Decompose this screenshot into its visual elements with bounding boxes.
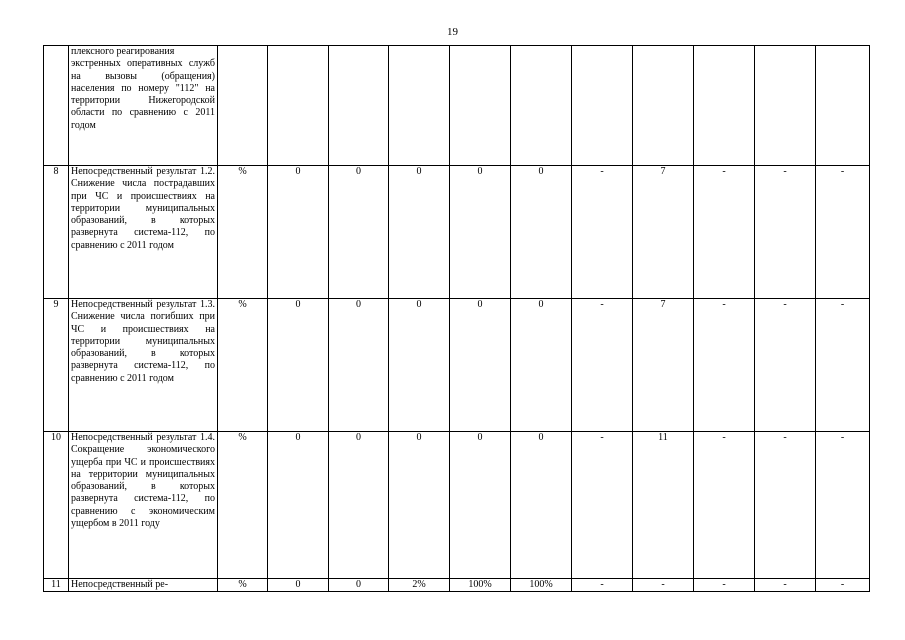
row-number-cell: 9 bbox=[44, 299, 69, 432]
value-cell: - bbox=[755, 579, 816, 592]
value-cell: - bbox=[694, 432, 755, 579]
value-cell: 0 bbox=[329, 166, 389, 299]
value-cell: 11 bbox=[633, 432, 694, 579]
value-cell bbox=[755, 46, 816, 166]
unit-cell: % bbox=[218, 579, 268, 592]
indicator-name-cell: Непосредственный ре- bbox=[69, 579, 218, 592]
row-number-cell: 8 bbox=[44, 166, 69, 299]
value-cell: 0 bbox=[329, 432, 389, 579]
value-cell: 2% bbox=[389, 579, 450, 592]
indicator-name-cell: Непосредственный результат 1.4. Сокращение экономического ущерба при ЧС и происшествиях на территории муниципальных образований, в которых развернута система-112, по сравнению с экономическим ущербом в 2011 году bbox=[69, 432, 218, 579]
value-cell: - bbox=[694, 166, 755, 299]
indicator-name-text: экстренных оперативных служб на вызовы (обращения) населения по номеру "112" на территории Нижегородской области по сравнению с 2011 годом bbox=[71, 58, 215, 131]
value-cell: 0 bbox=[268, 166, 329, 299]
value-cell: 0 bbox=[450, 432, 511, 579]
value-cell bbox=[511, 46, 572, 166]
row-number-cell bbox=[44, 46, 69, 166]
value-cell: - bbox=[755, 299, 816, 432]
value-cell bbox=[268, 46, 329, 166]
value-cell: - bbox=[816, 432, 870, 579]
table-row bbox=[44, 46, 870, 166]
value-cell: - bbox=[572, 299, 633, 432]
row-number-cell: 10 bbox=[44, 432, 69, 579]
value-cell: 0 bbox=[268, 579, 329, 592]
value-cell: 0 bbox=[389, 299, 450, 432]
unit-cell: % bbox=[218, 166, 268, 299]
value-cell bbox=[694, 46, 755, 166]
unit-cell: % bbox=[218, 432, 268, 579]
value-cell: 0 bbox=[511, 299, 572, 432]
value-cell: - bbox=[694, 299, 755, 432]
indicator-name-cell: Непосредственный результат 1.2. Снижение числа пострадавших при ЧС и происшествиях на территории муниципальных образований, в которых развернута система-112, по сравнению с 2011 годом bbox=[69, 166, 218, 299]
value-cell: 0 bbox=[389, 432, 450, 579]
value-cell: - bbox=[694, 579, 755, 592]
value-cell bbox=[572, 46, 633, 166]
value-cell: 0 bbox=[450, 166, 511, 299]
value-cell: - bbox=[572, 166, 633, 299]
value-cell bbox=[329, 46, 389, 166]
value-cell bbox=[450, 46, 511, 166]
unit-cell bbox=[218, 46, 268, 166]
value-cell: 7 bbox=[633, 166, 694, 299]
value-cell: - bbox=[816, 166, 870, 299]
value-cell: 7 bbox=[633, 299, 694, 432]
value-cell: - bbox=[633, 579, 694, 592]
value-cell: - bbox=[755, 432, 816, 579]
indicators-table bbox=[43, 45, 870, 592]
value-cell: - bbox=[572, 579, 633, 592]
indicator-name-cell: Непосредственный результат 1.3. Снижение числа погибших при ЧС и происшествиях на территории муниципальных образований, в которых развернута система-112, по сравнению с 2011 годом bbox=[69, 299, 218, 432]
value-cell: - bbox=[572, 432, 633, 579]
indicator-name-line: плексного реагирования bbox=[71, 46, 175, 57]
table-row bbox=[44, 166, 870, 299]
value-cell: - bbox=[816, 299, 870, 432]
value-cell: 0 bbox=[329, 299, 389, 432]
unit-cell: % bbox=[218, 299, 268, 432]
table-row bbox=[44, 579, 870, 592]
page-number: 19 bbox=[447, 26, 458, 38]
value-cell: 0 bbox=[329, 579, 389, 592]
value-cell: 0 bbox=[268, 432, 329, 579]
value-cell bbox=[633, 46, 694, 166]
value-cell bbox=[389, 46, 450, 166]
value-cell: 100% bbox=[450, 579, 511, 592]
value-cell: 0 bbox=[511, 166, 572, 299]
value-cell: 0 bbox=[268, 299, 329, 432]
value-cell: 0 bbox=[511, 432, 572, 579]
value-cell bbox=[816, 46, 870, 166]
value-cell: - bbox=[755, 166, 816, 299]
value-cell: - bbox=[816, 579, 870, 592]
value-cell: 0 bbox=[450, 299, 511, 432]
value-cell: 0 bbox=[389, 166, 450, 299]
value-cell: 100% bbox=[511, 579, 572, 592]
table-row bbox=[44, 299, 870, 432]
row-number-cell: 11 bbox=[44, 579, 69, 592]
table-row bbox=[44, 432, 870, 579]
indicator-name-cell bbox=[69, 46, 218, 166]
